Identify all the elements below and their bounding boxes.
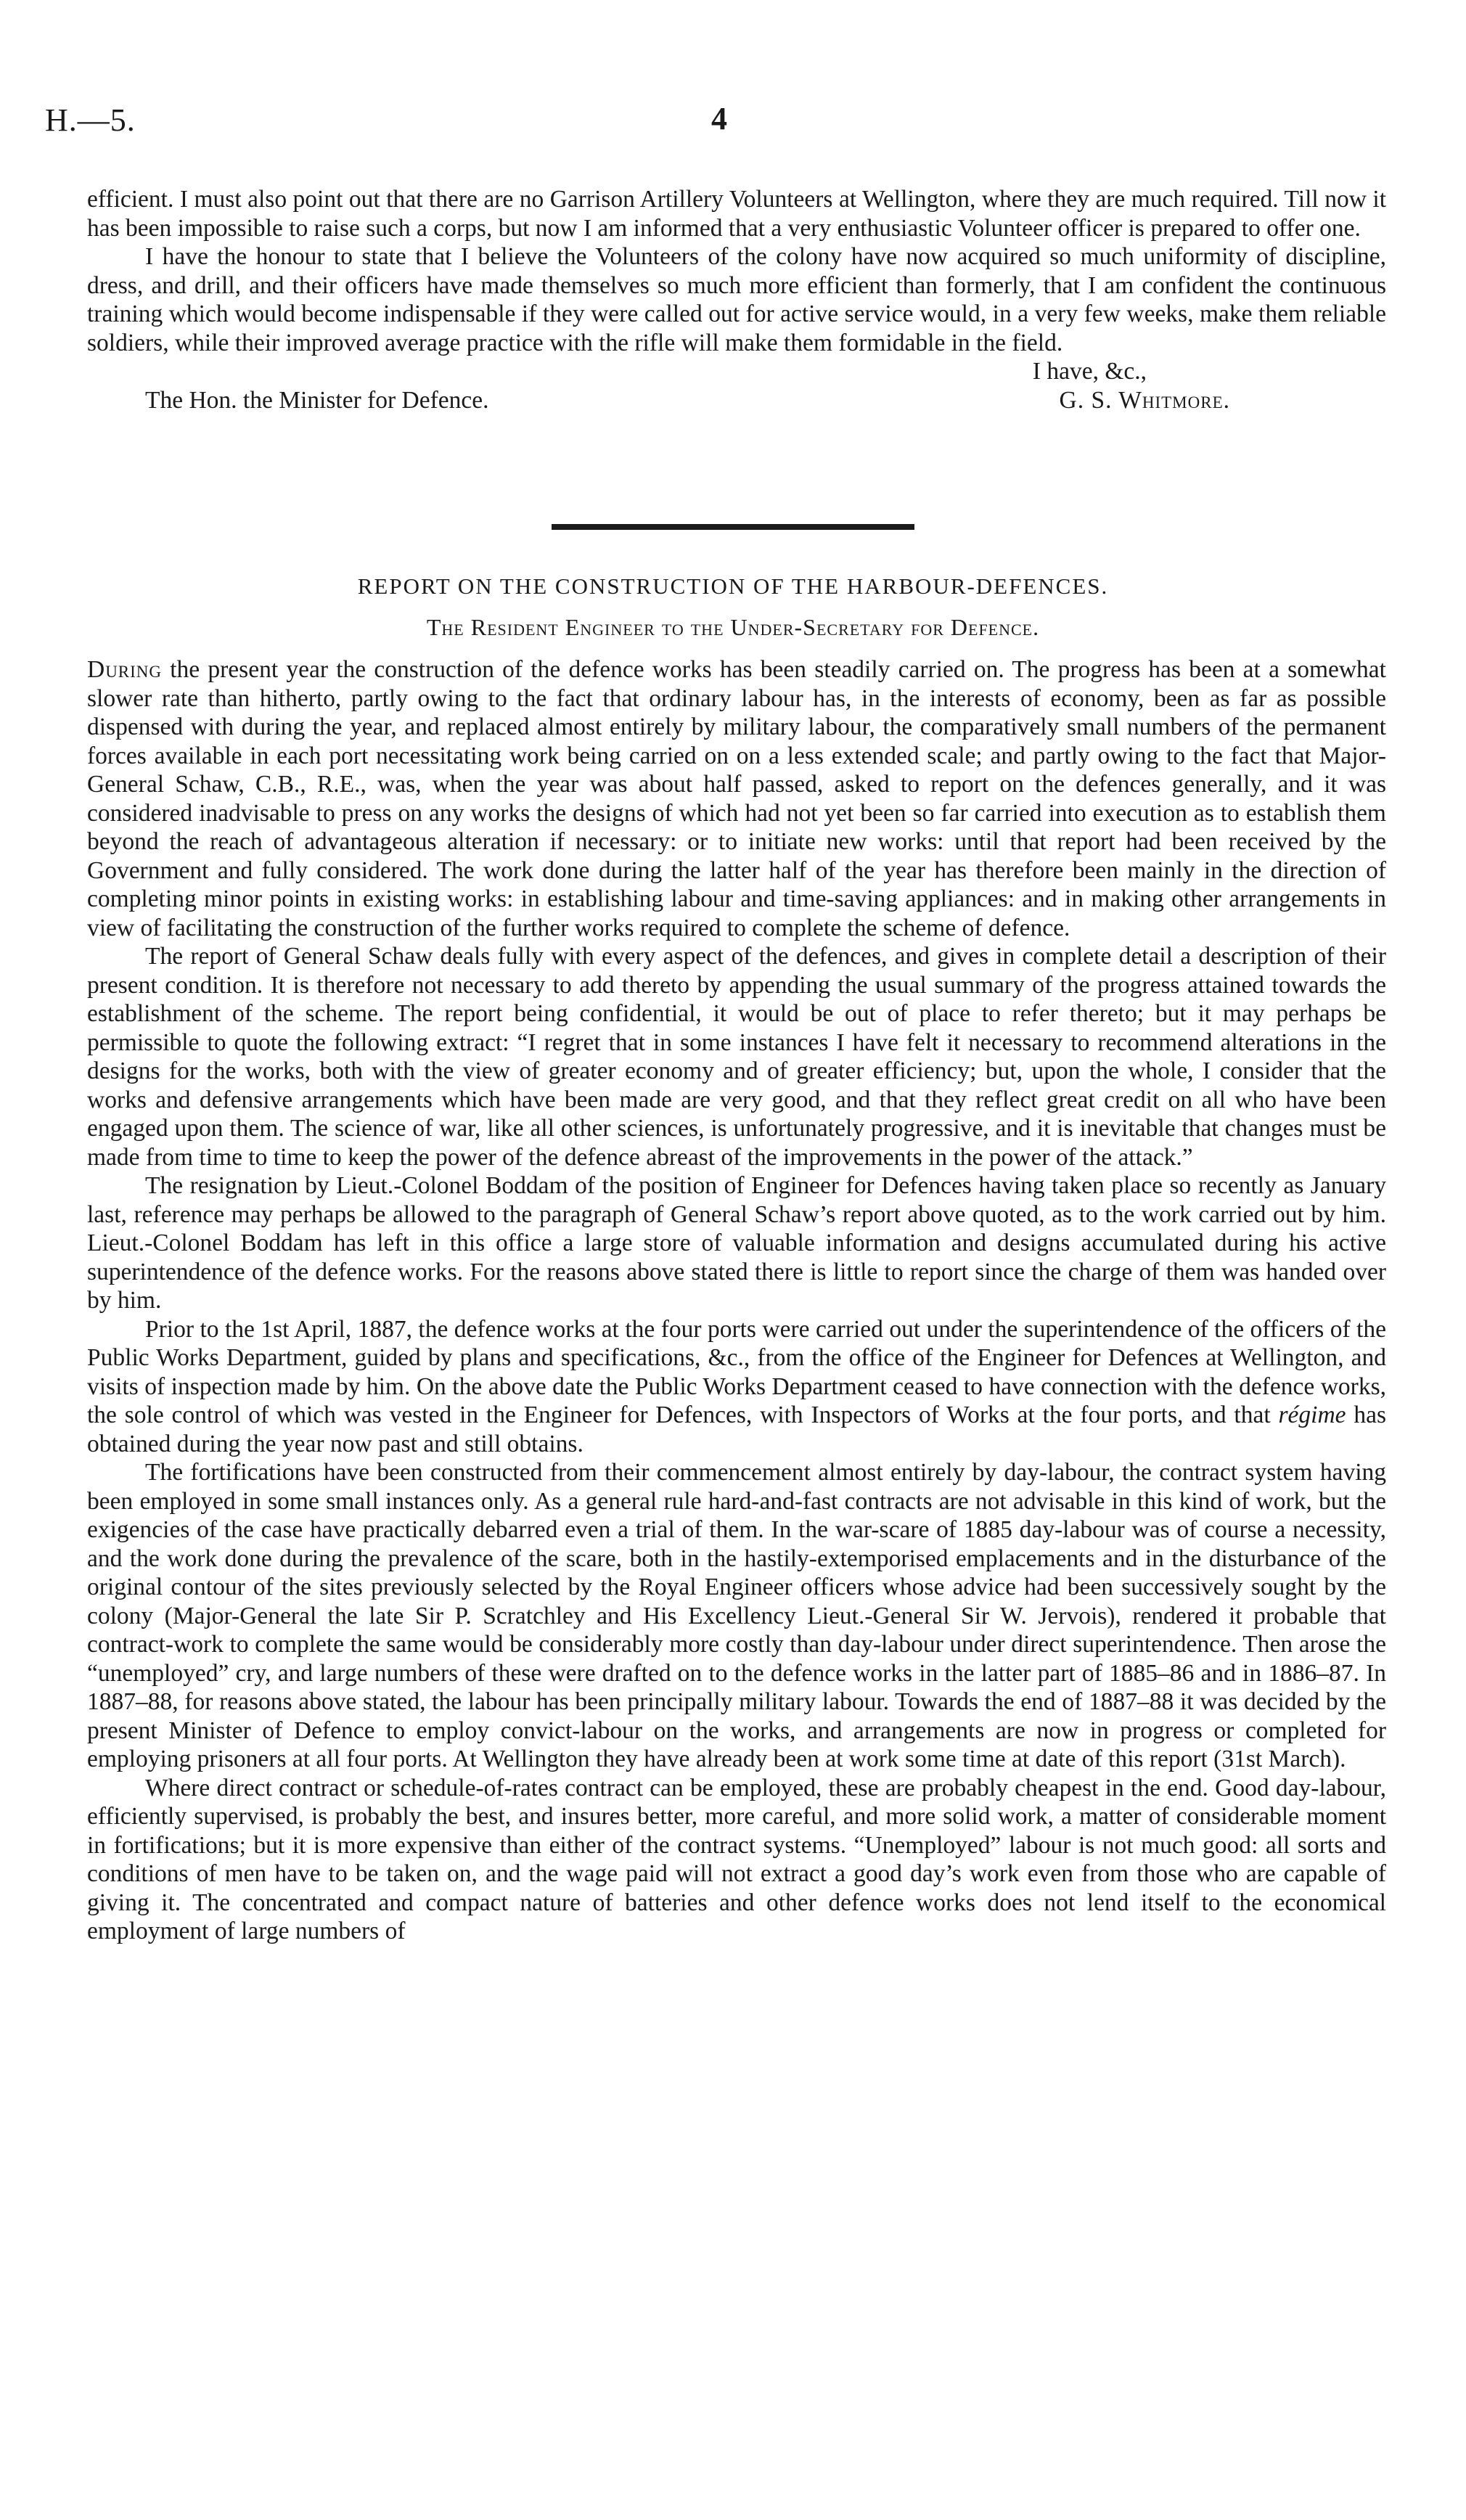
- report-title: REPORT ON THE CONSTRUCTION OF THE HARBOUR-DEFENCES.: [357, 573, 1109, 599]
- report-body: [87, 655, 1386, 1946]
- addressee-row: [87, 386, 1386, 415]
- document-reference: H.—5.: [45, 102, 136, 138]
- addressee: The Hon. the Minister for Defence.: [145, 386, 489, 414]
- page-number: 4: [711, 101, 727, 136]
- letter-paragraph: efficient. I must also point out that there are no Garrison Artillery Volunteers at Wellington, where they are much required. Till now it has been impossible to raise such a corps, but now I am informed that a very enthusiastic Volunteer officer is prepared to offer one.: [87, 186, 1386, 242]
- paragraph-text: the present year the construction of the defence works has been steadily carried on. The progress has been at a somewhat slower rate than hitherto, partly owing to the fact that ordinary labour has, in the interests of economy, been as far as possible dispensed with during the year, and replaced almost entirely by military labour, the comparatively small numbers of the permanent forces available in each port necessitating work being carried on on a less extended scale; and partly owing to the fact that Major-General Schaw, C.B., R.E., was, when the year was about half passed, asked to report on the defences generally, and it was considered inadvisable to press on any works the designs of which had not yet been so far carried into execution as to establish them beyond the reach of advantageous alteration if necessary: or to initiate new works: until that report had been received by the Government and fully considered. The work done during the latter half of the year has therefore been mainly in the direction of completing minor points in existing works: in establishing labour and time-saving appliances: and in making other arrangements in view of facilitating the construction of the further works required to complete the scheme of defence.: [87, 656, 1386, 941]
- letter-conclusion: [87, 185, 1386, 414]
- report-paragraph: [87, 1315, 1386, 1459]
- paragraph-text: has obtained during the year now past and still obtains.: [87, 1402, 1387, 1457]
- report-paragraph: The resignation by Lieut.-Colonel Boddam of the position of Engineer for Defences having taken place so recently as January last, reference may perhaps be allowed to the paragraph of General Schaw’s report above quoted, as to the work carried out by him. Lieut.-Colonel Boddam has left in this office a large store of valuable information and designs accumulated during his active superintendence of the defence works. For the reasons above stated there is little to report since the charge of them was handed over by him.: [87, 1172, 1386, 1314]
- report-paragraph: Where direct contract or schedule-of-rates contract can be employed, these are probably cheapest in the end. Good day-labour, efficiently supervised, is probably the best, and insures better, more careful, and more solid work, a matter of considerable moment in fortifications; but it is more expensive than either of the contract systems. “Unemployed” labour is not much good: all sorts and conditions of men have to be taken on, and the wage paid will not extract a good day’s work even from those who are capable of giving it. The concentrated and compact nature of batteries and other defence works does not lend itself to the economical employment of large numbers of: [87, 1774, 1386, 1944]
- paragraph-text: Prior to the 1st April, 1887, the defence works at the four ports were carried out under the superintendence of the officers of the Public Works Department, guided by plans and specifications, &c., from the office of the Engineer for Defences at Wellington, and visits of inspection made by him. On the above date the Public Works Department ceased to have connection with the defence works, the sole control of which was vested in the Engineer for Defences, with Inspectors of Works at the four ports, and that: [87, 1315, 1386, 1428]
- report-paragraph: [87, 655, 1386, 942]
- report-paragraph: The report of General Schaw deals fully with every aspect of the defences, and gives in complete detail a description of their present condition. It is therefore not necessary to add thereto by appending the usual summary of the progress attained towards the establishment of the scheme. The report being confidential, it would be out of place to refer thereto; but it may perhaps be permissible to quote the following extract: “I regret that in some instances I have felt it necessary to recommend alterations in the designs for the works, both with the view of greater economy and of greater efficiency; but, upon the whole, I consider that the works and defensive arrangements which have been made are very good, and that they reflect great credit on all who have been engaged upon them. The science of war, like all other sciences, is unfortunately progressive, and it is inevitable that changes must be made from time to time to keep the power of the defence abreast of the improvements in the power of the attack.”: [87, 943, 1386, 1171]
- report-paragraph: The fortifications have been constructed from their commencement almost entirely by day-labour, the contract system having been employed in some small instances only. As a general rule hard-and-fast contracts are not advisable in this kind of work, but the exigencies of the case have practically debarred even a trial of them. In the war-scare of 1885 day-labour was of course a necessity, and the work done during the prevalence of the scare, both in the hastily-extemporised emplacements and in the disturbance of the original contour of the sites previously selected by the Royal Engineer officers whose advice had been successively sought by the colony (Major-General the late Sir P. Scratchley and His Excellency Lieut.-General Sir W. Jervois), rendered it probable that contract-work to complete the same would be considerably more costly than day-labour under direct superintendence. Then arose the “unemployed” cry, and large numbers of these were drafted on to the defence works in the latter part of 1885–86 and in 1886–87. In 1887–88, for reasons above stated, the labour has been principally military labour. Towards the end of 1887–88 it was decided by the present Minister of Defence to employ convict-labour on the works, and arrangements are now in progress or completed for employing prisoners at all four ports. At Wellington they have already been at work some time at date of this report (31st March).: [87, 1459, 1386, 1772]
- italic-term: régime: [1278, 1402, 1346, 1428]
- report-subtitle: The Resident Engineer to the Under-Secretary for Defence.: [426, 614, 1040, 640]
- opening-word: During: [87, 656, 163, 683]
- letter-paragraph: I have the honour to state that I believe the Volunteers of the colony have now acquired so much uniformity of discipline, dress, and drill, and their officers have made themselves so much more efficient than formerly, that I am confident the continuous training which would become indispensable if they were called out for active service would, in a very few weeks, make them reliable soldiers, while their improved average practice with the rifle will make them formidable in the field.: [87, 243, 1386, 356]
- signature: G. S. Whitmore.: [1059, 386, 1230, 414]
- section-divider: [552, 524, 914, 530]
- closing-salutation: I have, &c.,: [1032, 358, 1147, 385]
- closing-row: [87, 357, 1386, 386]
